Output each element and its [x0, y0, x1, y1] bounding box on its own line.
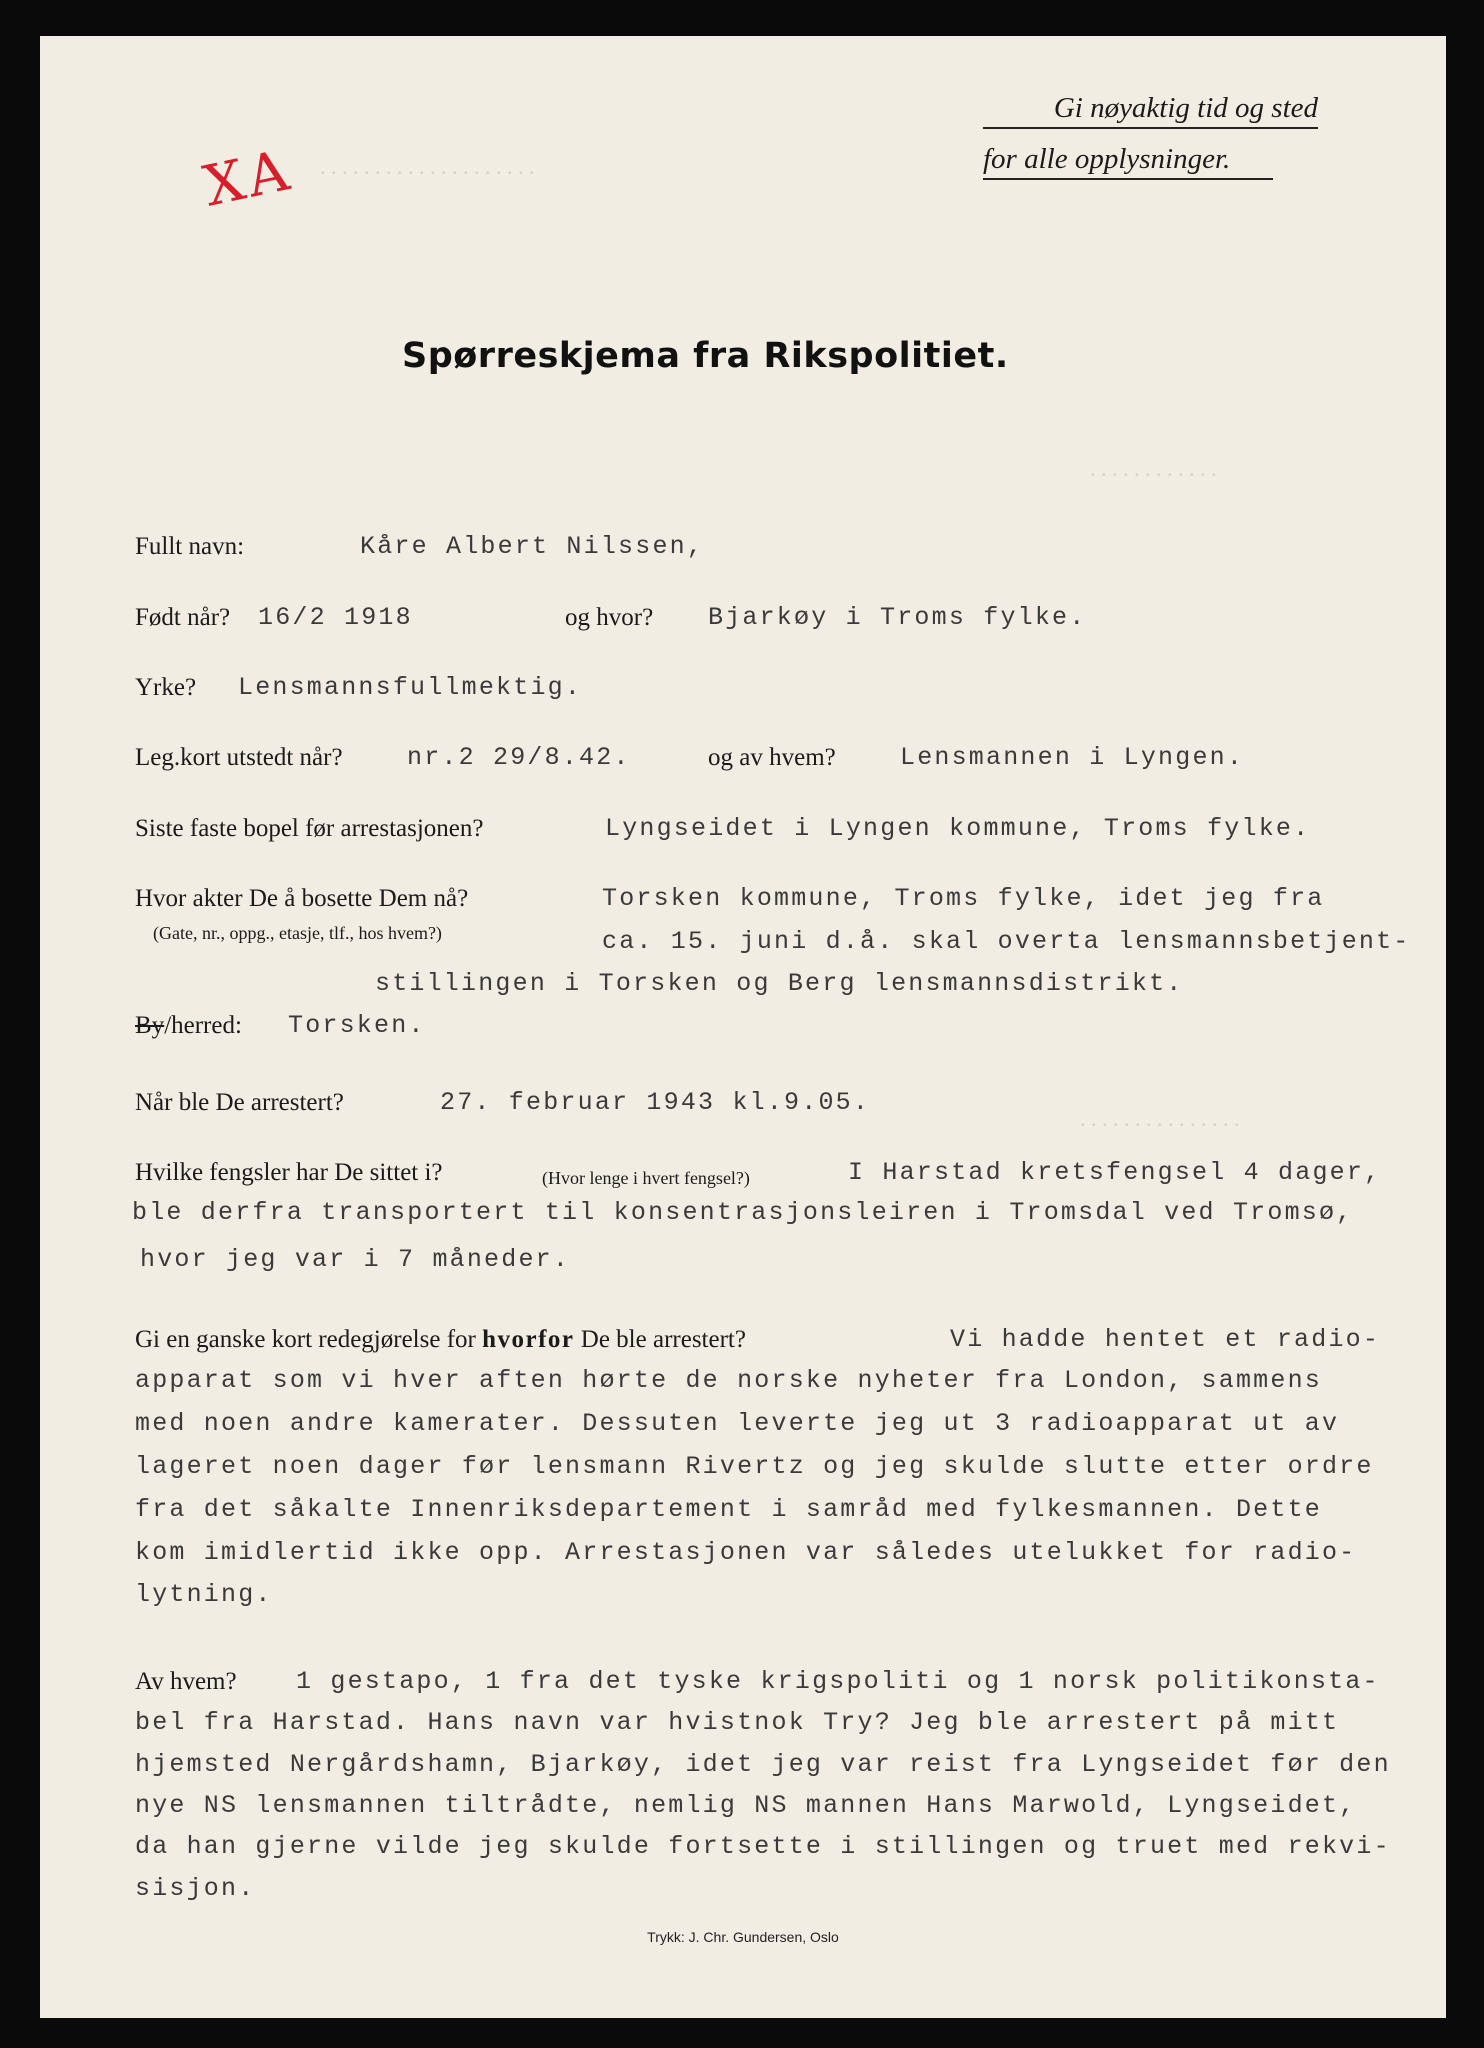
settle-label: Hvor akter De å bosette Dem nå?	[135, 885, 469, 912]
form-title: Spørreskjema fra Rikspolitiet.	[402, 336, 1009, 376]
born-where-value: Bjarkøy i Troms fylke.	[708, 603, 1087, 632]
by-whom-line: hjemsted Nergårdshamn, Bjarkøy, idet jeg var reist fra Lyngseidet før den	[135, 1750, 1391, 1779]
born-where-label: og hvor?	[565, 604, 654, 631]
why-label-b: hvorfor	[482, 1326, 575, 1353]
by-whom-label: Av hvem?	[135, 1668, 237, 1695]
by-whom-line: da han gjerne vilde jeg skulde fortsette i stillingen og truet med rekvi-	[135, 1832, 1391, 1861]
occupation-label: Yrke?	[135, 674, 197, 701]
by-whom-line: 1 gestapo, 1 fra det tyske krigspoliti og 1 norsk politikonsta-	[296, 1667, 1380, 1696]
why-label-c: De ble arrestert?	[580, 1326, 746, 1353]
name-value: Kåre Albert Nilssen,	[360, 532, 705, 561]
municipality-value: Torsken.	[288, 1011, 426, 1040]
why-line: Vi hadde hentet et radio-	[950, 1325, 1381, 1354]
why-line: kom imidlertid ikke opp. Arrestasjonen var således utelukket for radio-	[135, 1538, 1357, 1567]
name-label: Fullt navn:	[135, 533, 245, 560]
header-hint-line1: Gi nøyaktig tid og sted	[983, 92, 1318, 129]
last-residence-value: Lyngseidet i Lyngen kommune, Troms fylke.	[605, 814, 1311, 843]
questionnaire-page: . . . . . . . . . . . . . . . . . . . . . . . . . . . . . . . . . . . . . . . . . . . . . . . XA Gi nøyaktig tid og sted for alle opplysninger. Spørreskjema fra Rikspolitiet. Fullt navn: Kåre Albert Nilssen, Født når? 16/2 1918 og hvor? Bjarkøy i Troms fylke. Yrke? Lensmannsfullmektig. Leg.kort utstedt når? nr.2 29/8.42. og av hvem? Lensmannen i Lyngen. Siste faste bopel før arrestasjonen? Lyngseidet i Lyngen kommune, Troms fylke. Hvor akter De å bosette Dem nå? (Gate, nr., oppg., etasje, tlf., hos hvem?) Torsken kommune, Troms fylke, idet jeg fra ca. 15. juni d.å. skal overta lensmannsbetjent- stillingen i Torsken og Berg lensmannsdistrikt. By/herred: Torsken. Når ble De arrestert? 27. februar 1943 kl.9.05. Hvilke fengsler har De sittet i? (Hvor lenge i hvert fengsel?) I Harstad kretsfengsel 4 dager, ble derfra transportert til konsentrasjonsleiren i Tromsdal ved Tromsø, hvor jeg var i 7 måneder. Gi en ganske kort redegjørelse for hvorfor De ble arrestert? Vi hadde hentet et radio- apparat som vi hver aften hørte de norske nyheter fra London, sammens med noen andre kamerater. Dessuten leverte jeg ut 3 radioapparat ut av lageret noen dager før lensmann Rivertz og jeg skulde slutte etter ordre fra det såkalte Innenriksdepartement i samråd med fylkesmannen. Dette kom imidlertid ikke opp. Arrestasjonen var således utelukket for radio- lytning. Av hvem? 1 gestapo, 1 fra det tyske krigspoliti og 1 norsk politikonsta- bel fra Harstad. Hans navn var hvistnok Try? Jeg ble arrestert på mitt hjemsted Nergårdshamn, Bjarkøy, idet jeg var reist fra Lyngseidet før den nye NS lensmannen tiltrådte, nemlig NS mannen Hans Marwold, Lyngseidet, da han gjerne vilde jeg skulde fortsette i stillingen og truet med rekvi- sisjon. Trykk: J. Chr. Gundersen, Oslo	[40, 36, 1446, 2018]
prisons-line: ble derfra transportert til konsentrasjonsleiren i Tromsdal ved Tromsø,	[132, 1198, 1354, 1227]
born-when-label: Født når?	[135, 604, 231, 631]
by-whom-line: sisjon.	[135, 1874, 256, 1903]
settle-line: Torsken kommune, Troms fylke, idet jeg fra	[602, 884, 1325, 913]
why-line: lageret noen dager før lensmann Rivertz og jeg skulde slutte etter ordre	[135, 1452, 1374, 1481]
by-whom-line: bel fra Harstad. Hans navn var hvistnok Try? Jeg ble arrestert på mitt	[135, 1708, 1340, 1737]
occupation-value: Lensmannsfullmektig.	[238, 673, 583, 702]
id-card-by-value: Lensmannen i Lyngen.	[900, 743, 1245, 772]
red-handwritten-mark: XA	[198, 137, 301, 220]
prisons-sublabel: (Hvor lenge i hvert fengsel?)	[542, 1168, 750, 1188]
why-line: apparat som vi hver aften hørte de norske nyheter fra London, sammens	[135, 1366, 1322, 1395]
prisons-label: Hvilke fengsler har De sittet i?	[135, 1159, 443, 1186]
id-card-by-label: og av hvem?	[708, 744, 836, 771]
header-hint	[983, 92, 1318, 194]
why-line: lytning.	[135, 1580, 273, 1609]
municipality-label-rest: /herred:	[164, 1012, 242, 1039]
municipality-label	[135, 1011, 242, 1041]
header-hint-line2: for alle opplysninger.	[983, 143, 1273, 180]
settle-line: stillingen i Torsken og Berg lensmannsdistrikt.	[375, 969, 1184, 998]
why-line: med noen andre kamerater. Dessuten leverte jeg ut 3 radioapparat ut av	[135, 1409, 1340, 1438]
arrested-when-value: 27. februar 1943 kl.9.05.	[440, 1088, 871, 1117]
last-residence-label: Siste faste bopel før arrestasjonen?	[135, 815, 484, 842]
settle-line: ca. 15. juni d.å. skal overta lensmannsbetjent-	[602, 927, 1411, 956]
id-card-when-value: nr.2 29/8.42.	[407, 743, 631, 772]
born-when-value: 16/2 1918	[258, 603, 413, 632]
why-line: fra det såkalte Innenriksdepartement i samråd med fylkesmannen. Dette	[135, 1495, 1322, 1524]
settle-sublabel: (Gate, nr., oppg., etasje, tlf., hos hvem?)	[153, 923, 442, 943]
prisons-line: I Harstad kretsfengsel 4 dager,	[848, 1158, 1382, 1187]
printer-imprint: Trykk: J. Chr. Gundersen, Oslo	[647, 1929, 839, 1945]
prisons-line: hvor jeg var i 7 måneder.	[140, 1245, 571, 1274]
why-label	[135, 1325, 746, 1355]
id-card-when-label: Leg.kort utstedt når?	[135, 744, 343, 771]
municipality-label-by: By	[135, 1012, 165, 1039]
by-whom-line: nye NS lensmannen tiltrådte, nemlig NS mannen Hans Marwold, Lyngseidet,	[135, 1791, 1357, 1820]
arrested-when-label: Når ble De arrestert?	[135, 1089, 344, 1116]
why-label-a: Gi en ganske kort redegjørelse for	[135, 1326, 476, 1353]
